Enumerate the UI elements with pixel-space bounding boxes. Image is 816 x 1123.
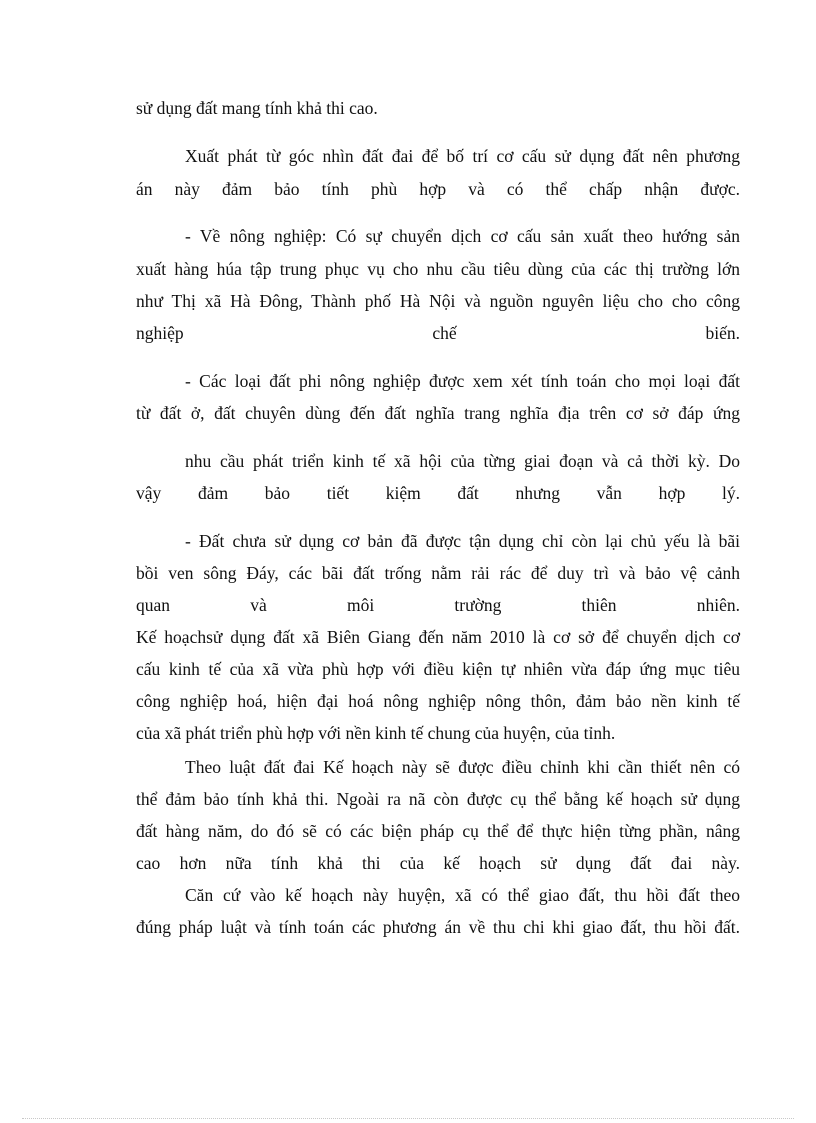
text-line-19: Theo luật đất đai Kế hoạch này sẽ được điều chỉnh khi cần thiết nên có [185,757,740,777]
text-line-1: sử dụng đất mang tính khả thi cao. [136,98,378,118]
text-line-2: Xuất phát từ góc nhìn đất đai để bố trí cơ cấu sử dụng đất nên phương [185,146,740,166]
text-line-22: cao hơn nữa tính khả thi của kế hoạch sử dụng đất đai này. [136,853,740,873]
text-line-4: - Về nông nghiệp: Có sự chuyển dịch cơ cấu sản xuất theo hướng sản [185,226,740,246]
text-line-14: quan và môi trường thiên nhiên. [136,595,740,615]
text-line-6: như Thị xã Hà Đông, Thành phố Hà Nội và nguồn nguyên liệu cho cho công [136,291,740,311]
text-line-12: - Đất chưa sử dụng cơ bản đã được tận dụng chỉ còn lại chủ yếu là bãi [185,531,740,551]
text-line-8: - Các loại đất phi nông nghiệp được xem xét tính toán cho mọi loại đất [185,371,740,391]
text-line-20: thể đảm bảo tính khả thi. Ngoài ra nã còn được cụ thể bằng kế hoạch sử dụng [136,789,740,809]
page-bottom-rule [22,1118,794,1119]
text-line-9: từ đất ở, đất chuyên dùng đến đất nghĩa trang nghĩa địa trên cơ sở đáp ứng [136,403,740,423]
text-line-5: xuất hàng húa tập trung phục vụ cho nhu cầu tiêu dùng của các thị trường lớn [136,259,740,279]
text-line-18: của xã phát triển phù hợp với nền kinh tế chung của huyện, của tỉnh. [136,723,616,743]
text-line-23: Căn cứ vào kế hoạch này huyện, xã có thể giao đất, thu hồi đất theo [185,885,740,905]
text-line-3: án này đảm bảo tính phù hợp và có thể chấp nhận được. [136,179,740,199]
text-line-16: cấu kinh tế của xã vừa phù hợp với điều kiện tự nhiên vừa đáp ứng mục tiêu [136,659,740,679]
text-line-21: đất hàng năm, do đó sẽ có các biện pháp cụ thể để thực hiện từng phần, nâng [136,821,740,841]
text-line-10: nhu cầu phát triển kinh tế xã hội của từng giai đoạn và cả thời kỳ. Do [185,451,740,471]
text-line-13: bồi ven sông Đáy, các bãi đất trống nằm rải rác để duy trì và bảo vệ cảnh [136,563,740,583]
text-line-7: nghiệp chế biến. [136,323,740,343]
text-line-11: vậy đảm bảo tiết kiệm đất nhưng vẫn hợp lý. [136,483,740,503]
text-line-15: Kế hoạchsử dụng đất xã Biên Giang đến năm 2010 là cơ sở để chuyển dịch cơ [136,627,740,647]
text-line-17: công nghiệp hoá, hiện đại hoá nông nghiệp nông thôn, đảm bảo nền kinh tế [136,691,740,711]
text-line-24: đúng pháp luật và tính toán các phương án về thu chi khi giao đất, thu hồi đất. [136,917,740,937]
